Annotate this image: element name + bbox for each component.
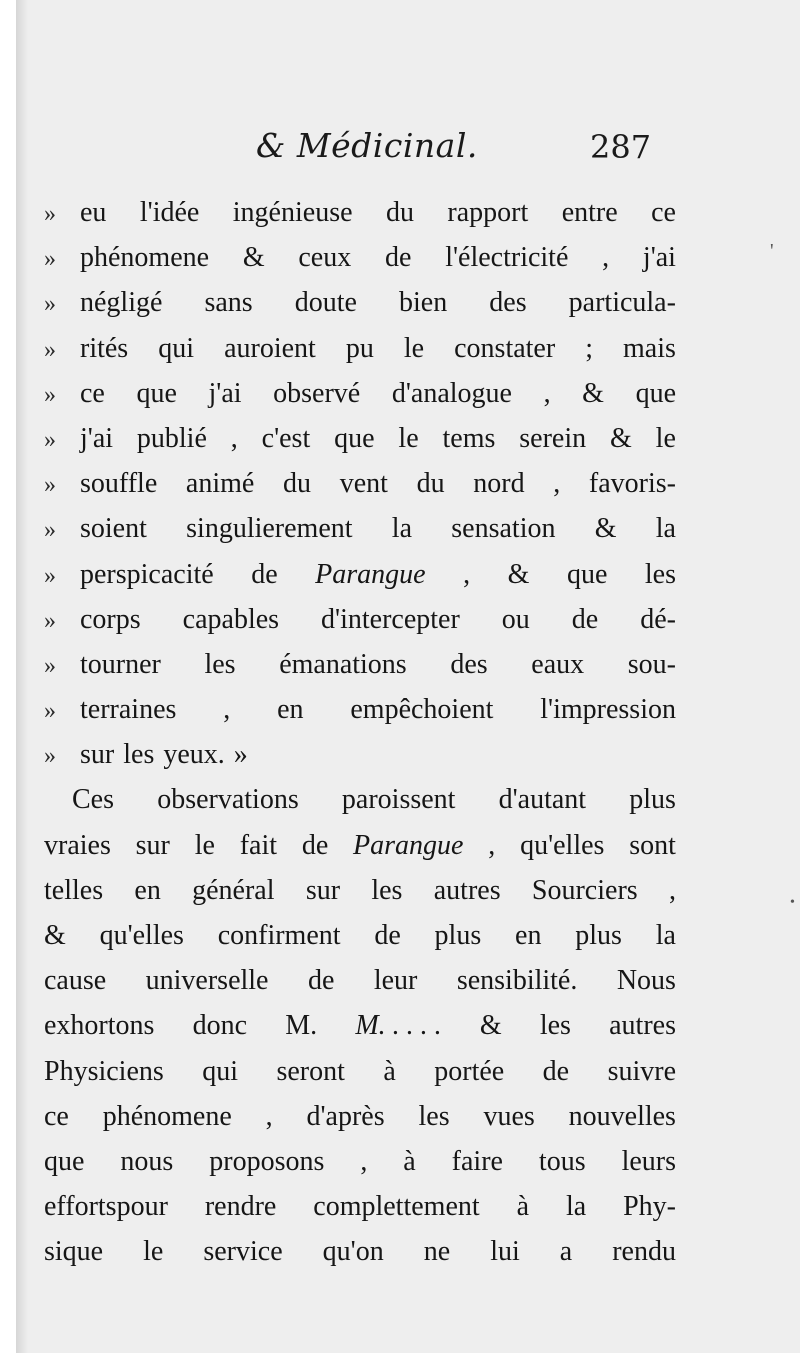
text-line bbox=[44, 732, 676, 777]
word: donc bbox=[192, 1010, 248, 1042]
word: M. bbox=[285, 1010, 318, 1042]
text-line bbox=[44, 958, 676, 1003]
text-line bbox=[44, 1229, 676, 1274]
word: a bbox=[559, 1236, 573, 1268]
word: de bbox=[542, 1055, 570, 1087]
text-line bbox=[44, 597, 676, 642]
word: vraies bbox=[44, 829, 111, 861]
page-header bbox=[16, 126, 800, 176]
line-words bbox=[44, 913, 676, 958]
word: rendu bbox=[612, 1236, 676, 1268]
line-words bbox=[44, 958, 676, 1003]
quote-mark: » bbox=[44, 607, 56, 634]
text-line bbox=[44, 326, 676, 371]
word: tems bbox=[442, 422, 496, 454]
word: sur bbox=[305, 874, 341, 906]
word: des bbox=[489, 287, 527, 319]
word: & bbox=[507, 558, 530, 590]
page-body-text bbox=[44, 190, 676, 1275]
word: de bbox=[251, 558, 278, 590]
quote-mark: » bbox=[44, 743, 56, 770]
word: sensation bbox=[451, 513, 556, 545]
word: fait bbox=[239, 829, 278, 861]
text-line bbox=[44, 1049, 676, 1094]
word: mais bbox=[623, 332, 676, 364]
word: général bbox=[192, 874, 275, 906]
word: qui bbox=[158, 332, 195, 364]
word: des bbox=[450, 648, 488, 680]
text-line bbox=[44, 1094, 676, 1139]
line-words bbox=[80, 642, 676, 687]
line-words bbox=[80, 687, 676, 732]
word: rités bbox=[80, 332, 129, 364]
word: plus bbox=[575, 920, 622, 951]
line-words bbox=[80, 732, 676, 777]
word: en bbox=[277, 694, 304, 726]
word: autres bbox=[433, 874, 501, 906]
word: paroissent bbox=[341, 784, 456, 816]
word: les bbox=[644, 558, 676, 590]
word: & bbox=[610, 422, 632, 454]
word: nous bbox=[120, 1145, 174, 1177]
word: à bbox=[516, 1191, 530, 1223]
word: empêchoient bbox=[350, 694, 494, 726]
text-line bbox=[44, 1184, 676, 1229]
word: sou- bbox=[627, 648, 676, 680]
quote-mark: » bbox=[44, 291, 56, 318]
word: leur bbox=[373, 965, 418, 997]
word: dé- bbox=[640, 603, 676, 635]
word: ceux bbox=[298, 242, 352, 274]
word: Ces bbox=[72, 784, 114, 816]
line-words bbox=[80, 416, 676, 461]
book-page bbox=[16, 0, 800, 1353]
word: la bbox=[655, 920, 676, 951]
word: terraines bbox=[80, 694, 177, 726]
line-words bbox=[44, 1229, 676, 1274]
page-number: 287 bbox=[590, 128, 652, 166]
margin-speck: ' bbox=[770, 240, 774, 262]
text-line bbox=[44, 235, 676, 280]
word: pu bbox=[345, 332, 374, 364]
text-line bbox=[44, 190, 676, 235]
word: , bbox=[488, 829, 496, 861]
text-line bbox=[44, 416, 676, 461]
word: à bbox=[383, 1055, 396, 1087]
text-line bbox=[44, 913, 676, 958]
word: portée bbox=[434, 1055, 505, 1087]
word: exhortons bbox=[44, 1010, 155, 1042]
word: rapport bbox=[447, 197, 529, 228]
word: confirment bbox=[217, 920, 341, 951]
word: de bbox=[307, 965, 335, 997]
word: d'intercepter bbox=[321, 603, 460, 635]
text-line bbox=[44, 1139, 676, 1184]
word: , bbox=[543, 377, 551, 409]
word: la bbox=[391, 513, 413, 545]
word: sont bbox=[629, 829, 676, 861]
text-line bbox=[44, 280, 676, 325]
word: vent bbox=[339, 468, 388, 500]
word: j'ai bbox=[80, 422, 114, 454]
word: les bbox=[204, 648, 236, 680]
text-line bbox=[44, 777, 676, 822]
word: leurs bbox=[621, 1145, 676, 1177]
word: le bbox=[143, 1236, 164, 1268]
word: ; bbox=[585, 332, 593, 364]
word: le bbox=[194, 829, 215, 861]
word: perspicacité bbox=[80, 558, 214, 590]
word: de bbox=[374, 920, 401, 951]
word: & bbox=[582, 377, 604, 409]
word: serein bbox=[519, 422, 587, 454]
text-line bbox=[44, 1003, 676, 1048]
word: l'idée bbox=[139, 197, 200, 228]
quote-mark: » bbox=[44, 652, 56, 679]
word: phénomene bbox=[80, 242, 210, 274]
word: yeux. bbox=[163, 739, 225, 771]
line-words bbox=[80, 371, 676, 416]
quote-mark: » bbox=[44, 381, 56, 408]
word: l'impression bbox=[540, 694, 676, 726]
line-words bbox=[80, 597, 676, 642]
word: , bbox=[223, 694, 231, 726]
word: du bbox=[385, 197, 414, 228]
word: qui bbox=[202, 1055, 239, 1087]
line-words bbox=[80, 280, 676, 325]
word: les bbox=[539, 1010, 571, 1042]
word: , bbox=[230, 422, 238, 454]
word: que bbox=[566, 558, 608, 590]
word: nouvelles bbox=[568, 1100, 676, 1132]
word: le bbox=[398, 422, 419, 454]
word: phénomene bbox=[102, 1100, 232, 1132]
word: les bbox=[371, 874, 403, 906]
word: souffle bbox=[80, 468, 158, 500]
word: observations bbox=[157, 784, 299, 816]
word: & bbox=[44, 920, 66, 951]
word: faire bbox=[451, 1145, 503, 1177]
word: ne bbox=[423, 1236, 451, 1268]
word: observé bbox=[273, 377, 361, 409]
word: , bbox=[265, 1100, 273, 1132]
quote-mark: » bbox=[44, 698, 56, 725]
word: plus bbox=[629, 784, 676, 816]
word: , bbox=[553, 468, 561, 500]
word: en bbox=[515, 920, 542, 951]
quote-mark: » bbox=[44, 562, 56, 589]
word: service bbox=[203, 1236, 283, 1268]
word: de bbox=[385, 242, 412, 274]
line-words bbox=[44, 868, 676, 913]
line-words bbox=[80, 326, 676, 371]
word: en bbox=[134, 874, 161, 906]
word: que bbox=[136, 377, 177, 409]
text-line bbox=[44, 461, 676, 506]
word: du bbox=[416, 468, 445, 500]
line-words bbox=[44, 1184, 676, 1229]
word: lui bbox=[490, 1236, 520, 1268]
quote-mark: » bbox=[44, 201, 56, 227]
paragraph-start bbox=[44, 777, 676, 822]
word: ce bbox=[651, 197, 676, 228]
word: émanations bbox=[279, 648, 407, 680]
word: , bbox=[602, 242, 610, 274]
word: particula- bbox=[568, 287, 676, 319]
word: ingénieuse bbox=[232, 197, 353, 228]
word: qu'elles bbox=[99, 920, 184, 951]
word: ou bbox=[501, 603, 530, 635]
line-words bbox=[44, 1003, 676, 1048]
word: rendre bbox=[204, 1191, 277, 1223]
word: seront bbox=[276, 1055, 345, 1087]
word: Physiciens bbox=[44, 1055, 164, 1087]
word: & bbox=[242, 242, 265, 274]
line-words bbox=[80, 190, 676, 235]
word: » bbox=[233, 739, 248, 771]
word: c'est bbox=[261, 422, 311, 454]
word: doute bbox=[294, 287, 357, 319]
word: de bbox=[571, 603, 599, 635]
line-words bbox=[44, 1094, 676, 1139]
word: entre bbox=[561, 197, 618, 228]
word: corps bbox=[80, 603, 141, 635]
word: tourner bbox=[80, 648, 161, 680]
line-words bbox=[44, 823, 676, 868]
line-words bbox=[80, 506, 676, 551]
word: l'électricité bbox=[445, 242, 569, 274]
word: sans bbox=[204, 287, 253, 319]
quote-mark: » bbox=[44, 246, 56, 273]
line-words bbox=[80, 235, 676, 280]
word: qu'on bbox=[322, 1236, 384, 1268]
word: ce bbox=[80, 377, 105, 409]
word: le bbox=[403, 332, 425, 364]
word: les bbox=[123, 739, 155, 771]
word: bien bbox=[399, 287, 448, 319]
word: j'ai bbox=[642, 242, 676, 274]
word: du bbox=[283, 468, 312, 500]
word: animé bbox=[185, 468, 255, 500]
word: nord bbox=[473, 468, 525, 500]
word: qu'elles bbox=[520, 829, 605, 861]
running-title: & Médicinal. bbox=[256, 126, 478, 165]
text-line bbox=[44, 823, 676, 868]
word: eu bbox=[80, 197, 107, 228]
word: la bbox=[655, 513, 676, 545]
word: , bbox=[463, 558, 471, 590]
word: tous bbox=[538, 1145, 586, 1177]
word: singulierement bbox=[186, 513, 353, 545]
word: que bbox=[635, 377, 676, 409]
word: autres bbox=[609, 1010, 676, 1042]
word: telles bbox=[44, 874, 104, 906]
word: publié bbox=[136, 422, 207, 454]
word: favoris- bbox=[588, 468, 676, 500]
quote-mark: » bbox=[44, 336, 56, 363]
word: , bbox=[668, 874, 676, 906]
quote-mark: » bbox=[44, 472, 56, 499]
word: les bbox=[418, 1100, 450, 1132]
line-words bbox=[80, 461, 676, 506]
line-words bbox=[44, 1139, 676, 1184]
word: que bbox=[334, 422, 375, 454]
word: j'ai bbox=[208, 377, 242, 409]
word: eaux bbox=[531, 648, 585, 680]
word: & bbox=[479, 1010, 502, 1042]
word: sique bbox=[44, 1236, 104, 1268]
line-words bbox=[44, 1049, 676, 1094]
text-line bbox=[44, 371, 676, 416]
quote-mark: » bbox=[44, 517, 56, 544]
word: suivre bbox=[607, 1055, 676, 1087]
word: & bbox=[594, 513, 617, 545]
word: effortspour bbox=[44, 1191, 168, 1223]
text-line bbox=[44, 868, 676, 913]
word: soient bbox=[80, 513, 147, 545]
text-line bbox=[44, 506, 676, 551]
word: complettement bbox=[313, 1191, 480, 1223]
word: Parangue bbox=[315, 558, 426, 590]
word: M. . . . . bbox=[355, 1010, 442, 1042]
margin-speck: • bbox=[790, 895, 795, 910]
word: vues bbox=[483, 1100, 535, 1132]
word: Sourciers bbox=[531, 874, 638, 906]
word: négligé bbox=[80, 287, 163, 319]
word: que bbox=[44, 1145, 85, 1177]
word: d'analogue bbox=[391, 377, 512, 409]
word: universelle bbox=[145, 965, 269, 997]
word: constater bbox=[454, 332, 556, 364]
word: Parangue bbox=[353, 829, 464, 861]
word: à bbox=[403, 1145, 416, 1177]
word: d'après bbox=[306, 1100, 385, 1132]
word: proposons bbox=[209, 1145, 325, 1177]
word: auroient bbox=[224, 332, 316, 364]
word: ce bbox=[44, 1100, 69, 1132]
word: sensibilité. bbox=[456, 965, 578, 997]
word: cause bbox=[44, 965, 107, 997]
word: de bbox=[301, 829, 329, 861]
text-line bbox=[44, 687, 676, 732]
quote-mark: » bbox=[44, 426, 56, 453]
word: Phy- bbox=[623, 1191, 676, 1223]
word: le bbox=[655, 422, 676, 454]
word: sur bbox=[135, 829, 170, 861]
word: d'autant bbox=[498, 784, 587, 816]
word: capables bbox=[182, 603, 280, 635]
word: la bbox=[565, 1191, 587, 1223]
word: plus bbox=[434, 920, 482, 951]
line-words bbox=[80, 552, 676, 597]
word: , bbox=[360, 1145, 368, 1177]
word: Nous bbox=[616, 965, 676, 997]
word: sur bbox=[80, 739, 115, 771]
text-line bbox=[44, 552, 676, 597]
text-line bbox=[44, 642, 676, 687]
